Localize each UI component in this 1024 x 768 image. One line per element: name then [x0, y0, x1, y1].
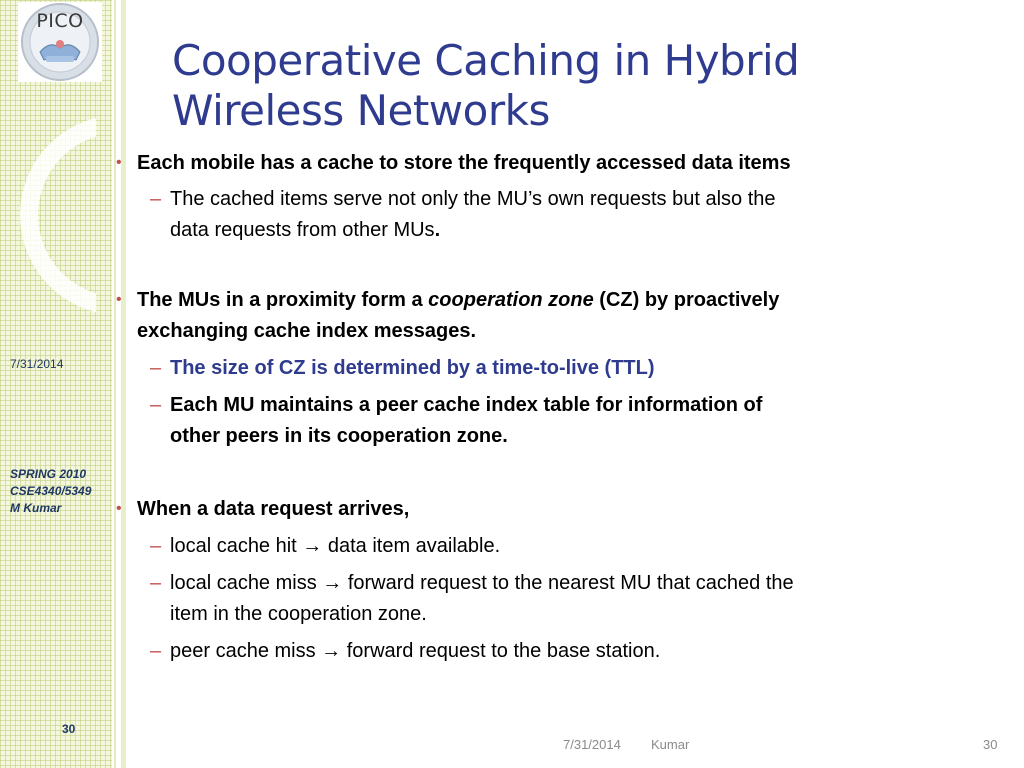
dash-icon: –: [150, 357, 162, 379]
dash-icon: –: [150, 188, 162, 210]
course-line: SPRING 2010: [10, 467, 87, 481]
sub-bullet-text: [170, 639, 660, 663]
bullet-text: exchanging cache index messages.: [137, 320, 477, 342]
logo-text: PICO: [36, 10, 84, 32]
bullet-icon: •: [116, 291, 122, 308]
bullet-icon: •: [116, 154, 122, 171]
sidebar-date: 7/31/2014: [10, 357, 64, 371]
sub-bullet-text: [170, 218, 440, 242]
dash-icon: –: [150, 572, 162, 594]
footer-date: 7/31/2014: [563, 737, 621, 752]
bullet-text: Each mobile has a cache to store the frequently accessed data items: [137, 152, 791, 174]
course-line: CSE4340/5349: [10, 484, 92, 498]
sub-bullet-text-part: forward request to the base station.: [341, 640, 661, 662]
bullet-text-part: The MUs in a proximity form a: [137, 289, 429, 311]
dash-icon: –: [150, 394, 162, 416]
sub-bullet-text: The cached items serve not only the MU’s own requests but also the: [170, 188, 776, 210]
sub-bullet-text-part: data item available.: [322, 535, 501, 557]
sub-bullet-text-part: local cache miss: [170, 572, 323, 594]
sub-bullet-text-part: forward request to the nearest MU that cached the: [342, 572, 794, 594]
sub-bullet-text: item in the cooperation zone.: [170, 603, 427, 625]
bullet-text: [137, 288, 779, 312]
bullet-text: When a data request arrives,: [137, 498, 410, 520]
sub-bullet-text-part: .: [434, 219, 441, 241]
sub-bullet-text: Each MU maintains a peer cache index table for information of: [170, 394, 763, 416]
footer-author: Kumar: [651, 737, 690, 752]
arrow-icon: →: [322, 572, 343, 594]
sidebar-page-number: 30: [62, 722, 76, 736]
sub-bullet-text: The size of CZ is determined by a time-to-live (TTL): [170, 357, 655, 379]
sub-bullet-text: [170, 534, 500, 558]
sub-bullet-text: other peers in its cooperation zone.: [170, 425, 508, 447]
footer-page-number: 30: [983, 737, 998, 752]
sub-bullet-text-part: local cache hit: [170, 535, 303, 557]
slide-title-line: Wireless Networks: [172, 86, 550, 135]
dash-icon: –: [150, 640, 162, 662]
sub-bullet-text: [170, 571, 794, 595]
course-line: M Kumar: [10, 501, 62, 515]
arrow-icon: →: [302, 535, 323, 557]
dash-icon: –: [150, 535, 162, 557]
bullet-text-part: (CZ) by proactively: [593, 289, 780, 311]
arrow-icon: →: [321, 640, 342, 662]
sub-bullet-text-part: data requests from other MUs: [170, 219, 435, 241]
sub-bullet-text-part: peer cache miss: [170, 640, 322, 662]
slide-title-line: Cooperative Caching in Hybrid: [172, 36, 800, 85]
bullet-icon: •: [116, 500, 122, 517]
bullet-text-part: cooperation zone: [428, 289, 594, 311]
